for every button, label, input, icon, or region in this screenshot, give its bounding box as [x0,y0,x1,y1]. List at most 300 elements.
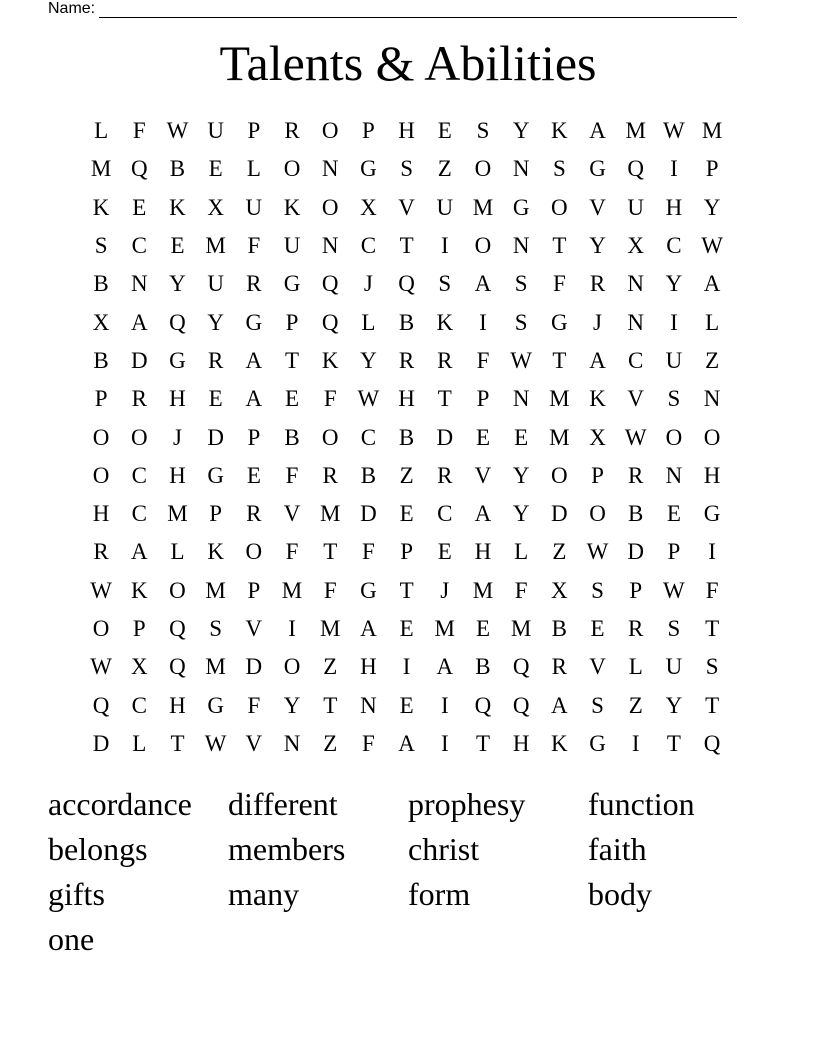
grid-letter: M [205,654,226,680]
grid-letter: O [245,539,263,565]
grid-letter: K [321,347,339,373]
grid-letter: A [474,271,492,297]
grid-letter: Q [512,654,530,680]
grid-letter: Q [169,309,186,335]
word-list-item: accordance [48,786,192,822]
grid-letter: V [589,654,606,680]
grid-letter: T [323,692,338,718]
word-list-item: faith [588,831,647,867]
grid-letter: X [360,194,377,220]
grid-letter: K [551,118,568,144]
grid-letter: A [398,730,415,756]
grid-letter: R [246,501,262,527]
grid-letter: N [321,156,339,182]
grid-letter: H [512,730,530,756]
grid-letter: M [510,616,532,641]
grid-letter: C [628,347,644,373]
grid-letter: V [589,194,606,220]
grid-letter: S [476,118,490,144]
grid-letter: D [92,730,110,756]
grid-letter: F [514,577,528,603]
grid-letter: Q [627,156,645,182]
grid-letter: E [246,462,261,488]
grid-letter: E [132,194,147,220]
grid-letter: N [665,462,683,488]
word-list-item: many [228,876,300,912]
grid-letter: N [360,692,377,718]
grid-letter: U [665,347,683,373]
grid-letter: C [360,424,377,450]
grid-letter: S [591,692,604,718]
grid-letter: K [283,194,301,220]
grid-letter: O [589,501,606,527]
grid-letter: U [245,194,263,220]
page-title: Talents & Abilities [219,35,597,91]
grid-letter: P [94,386,108,412]
grid-letter: F [362,539,375,565]
grid-letter: W [90,577,112,603]
grid-letter: R [589,271,606,297]
grid-letter: Y [169,271,186,297]
grid-letter: Y [207,309,224,335]
grid-row [82,265,731,303]
grid-letter: X [92,309,110,335]
grid-letter: O [92,462,110,488]
grid-row [82,342,731,380]
grid-row [82,380,731,418]
grid-letter: Q [474,692,492,718]
grid-letter: X [551,577,568,603]
grid-letter: W [586,539,609,565]
grid-letter: R [551,654,568,680]
grid-letter: B [169,156,186,182]
grid-row [82,572,731,610]
grid-letter: J [440,577,450,603]
grid-row [82,189,731,227]
grid-letter: H [398,118,415,144]
grid-letter: A [130,309,148,335]
grid-letter: W [510,347,533,373]
grid-letter: E [208,156,223,182]
grid-letter: R [437,462,453,488]
grid-letter: F [132,118,146,144]
grid-letter: J [363,271,373,297]
word-list-item: form [408,876,471,912]
grid-letter: S [705,654,719,680]
grid-letter: B [284,424,300,450]
grid-letter: H [169,462,186,488]
grid-letter: S [209,616,223,641]
grid-letter: C [437,501,453,527]
word-list-item: function [588,786,695,822]
grid-letter: U [283,233,301,259]
grid-letter: D [436,424,454,450]
grid-letter: M [319,616,341,641]
grid-letter: W [663,577,685,603]
grid-letter: W [357,386,380,412]
grid-letter: A [589,118,606,144]
grid-letter: X [589,424,606,450]
grid-letter: N [627,271,645,297]
word-list [48,782,768,962]
grid-letter: O [321,424,339,450]
word-list-item: gifts [48,876,105,912]
grid-letter: A [245,347,263,373]
grid-letter: F [323,386,337,412]
grid-letter: X [130,654,148,680]
grid-letter: G [512,194,530,220]
grid-letter: X [627,233,645,259]
word-list-item: members [228,831,346,867]
grid-letter: P [247,118,261,144]
grid-letter: X [207,194,224,220]
grid-letter: I [440,692,449,718]
grid-letter: D [245,654,263,680]
grid-letter: E [514,424,529,450]
grid-letter: T [399,233,414,259]
grid-letter: D [551,501,568,527]
grid-letter: R [628,616,644,641]
grid-letter: C [131,462,147,488]
grid-letter: N [512,233,530,259]
grid-letter: E [170,233,185,259]
grid-letter: P [476,386,490,412]
grid-letter: O [283,654,301,680]
grid-letter: I [440,233,449,259]
grid-letter: P [400,539,413,565]
grid-letter: R [246,271,262,297]
grid-letter: R [322,462,338,488]
grid-letter: Y [283,692,301,718]
grid-letter: K [436,309,454,335]
grid-letter: H [703,462,721,488]
grid-letter: O [551,194,568,220]
grid-letter: I [708,539,716,565]
grid-letter: K [169,194,186,220]
grid-letter: P [132,616,146,641]
grid-letter: N [512,386,530,412]
grid-letter: Q [321,271,339,297]
grid-letter: R [207,347,224,373]
name-underline [99,3,737,18]
grid-letter: Z [399,462,414,488]
grid-letter: N [512,156,530,182]
grid-letter: B [551,616,568,641]
grid-letter: G [360,156,377,182]
grid-letter: Z [705,347,720,373]
word-list-item: belongs [48,831,148,867]
grid-letter: T [285,347,300,373]
grid-letter: O [474,233,492,259]
grid-letter: H [474,539,492,565]
grid-letter: R [284,118,300,144]
grid-letter: M [319,501,341,527]
grid-letter: F [285,539,299,565]
grid-letter: Q [512,692,530,718]
grid-letter: Y [512,462,530,488]
grid-letter: W [663,118,685,144]
grid-row [82,303,731,341]
grid-letter: Q [169,654,186,680]
grid-letter: V [474,462,492,488]
grid-letter: T [475,730,490,756]
grid-letter: B [398,309,415,335]
grid-letter: T [437,386,452,412]
word-list-item: different [228,786,338,822]
grid-letter: Z [323,730,338,756]
grid-letter: P [247,424,261,450]
grid-letter: O [283,156,301,182]
grid-letter: B [398,424,415,450]
grid-letter: G [207,462,224,488]
grid-letter: H [92,501,110,527]
grid-letter: S [400,156,413,182]
grid-letter: A [360,616,377,641]
name-label: Name: [48,0,96,17]
grid-letter: B [628,501,644,527]
letter-grid [82,112,731,763]
grid-letter: U [207,271,224,297]
grid-letter: W [166,118,189,144]
grid-letter: O [665,424,683,450]
grid-letter: A [130,539,148,565]
grid-letter: L [628,654,643,680]
grid-letter: S [438,271,452,297]
grid-row [82,150,731,188]
grid-letter: E [475,616,490,641]
grid-letter: G [283,271,301,297]
grid-letter: O [551,462,568,488]
grid-letter: V [627,386,645,412]
grid-letter: Y [512,118,530,144]
grid-letter: G [360,577,377,603]
grid-letter: L [94,118,109,144]
grid-letter: M [167,501,188,527]
grid-letter: N [283,730,301,756]
grid-letter: G [589,156,606,182]
grid-letter: E [590,616,605,641]
grid-letter: O [321,118,339,144]
grid-letter: B [93,347,109,373]
grid-letter: E [399,616,414,641]
grid-row [82,227,731,265]
grid-letter: A [703,271,721,297]
grid-row [82,648,731,686]
grid-letter: V [245,730,263,756]
grid-letter: W [701,233,723,259]
grid-letter: K [92,194,110,220]
grid-letter: H [169,386,186,412]
grid-letter: L [170,539,185,565]
grid-letter: P [247,577,261,603]
grid-letter: G [703,501,721,527]
grid-letter: P [705,156,719,182]
grid-letter: E [399,501,414,527]
grid-row [82,610,731,648]
grid-letter: P [629,577,643,603]
grid-letter: K [207,539,224,565]
grid-letter: V [245,616,263,641]
grid-letter: A [474,501,492,527]
grid-letter: A [436,654,454,680]
grid-letter: O [703,424,721,450]
grid-letter: Q [130,156,148,182]
grid-letter: B [93,271,109,297]
grid-letter: R [437,347,453,373]
grid-letter: M [205,233,226,259]
grid-row [82,112,731,150]
grid-letter: M [472,194,494,220]
grid-letter: M [625,118,646,144]
grid-letter: Q [169,616,186,641]
grid-letter: I [402,654,411,680]
grid-letter: M [90,156,112,182]
word-list-item: christ [408,831,480,867]
grid-letter: T [705,692,720,718]
grid-letter: C [131,501,147,527]
grid-letter: V [398,194,415,220]
grid-letter: J [172,424,182,450]
grid-letter: B [360,462,377,488]
grid-letter: D [207,424,224,450]
grid-letter: H [360,654,377,680]
grid-letter: G [551,309,568,335]
grid-letter: K [551,730,568,756]
grid-letter: T [323,539,338,565]
grid-row [82,533,731,571]
grid-letter: N [703,386,721,412]
grid-letter: S [514,309,528,335]
grid-letter: Q [321,309,339,335]
grid-letter: U [665,654,683,680]
grid-letter: D [130,347,148,373]
grid-letter: J [593,309,602,335]
grid-letter: F [705,577,719,603]
grid-letter: F [476,347,490,373]
grid-letter: P [667,539,681,565]
grid-letter: O [474,156,492,182]
grid-letter: M [701,118,723,144]
grid-letter: T [705,616,720,641]
grid-letter: Y [703,194,721,220]
grid-letter: Y [512,501,530,527]
grid-letter: B [475,654,491,680]
grid-letter: W [624,424,647,450]
grid-letter: K [130,577,148,603]
grid-letter: C [666,233,682,259]
grid-letter: Q [398,271,415,297]
word-list-item: prophesy [408,786,526,822]
grid-letter: E [666,501,681,527]
grid-letter: U [207,118,224,144]
grid-letter: I [631,730,640,756]
grid-letter: L [246,156,261,182]
grid-letter: Y [589,233,606,259]
grid-letter: Q [92,692,110,718]
grid-letter: F [285,462,299,488]
grid-letter: Y [665,692,683,718]
grid-letter: K [589,386,606,412]
grid-letter: I [440,730,449,756]
grid-letter: T [552,347,567,373]
grid-letter: L [705,309,720,335]
grid-letter: G [245,309,263,335]
word-list-item: one [48,921,95,957]
grid-letter: V [283,501,301,527]
grid-letter: Z [552,539,567,565]
grid-letter: A [551,692,568,718]
grid-letter: C [131,692,147,718]
grid-letter: M [549,386,570,412]
grid-letter: Z [628,692,643,718]
grid-letter: S [514,271,528,297]
grid-letter: A [245,386,263,412]
grid-letter: E [285,386,300,412]
grid-letter: Y [665,271,683,297]
grid-letter: N [130,271,148,297]
grid-letter: I [670,309,678,335]
grid-letter: G [589,730,606,756]
grid-letter: E [208,386,223,412]
grid-letter: Z [437,156,452,182]
grid-letter: P [591,462,604,488]
name-field [48,0,737,18]
grid-letter: F [552,271,566,297]
grid-row [82,725,731,763]
grid-letter: P [285,309,299,335]
grid-letter: S [667,386,681,412]
grid-letter: M [472,577,494,603]
grid-letter: T [170,730,185,756]
grid-letter: S [552,156,566,182]
grid-letter: R [398,347,415,373]
grid-letter: L [132,730,147,756]
grid-letter: W [204,730,227,756]
grid-letter: G [207,692,224,718]
grid-letter: R [628,462,644,488]
grid-letter: M [281,577,303,603]
grid-letter: F [362,730,375,756]
grid-letter: N [321,233,339,259]
grid-row [82,686,731,724]
grid-letter: M [549,424,570,450]
grid-letter: Q [703,730,721,756]
grid-letter: O [92,616,110,641]
grid-row [82,457,731,495]
grid-letter: I [288,616,296,641]
grid-letter: U [627,194,645,220]
grid-letter: N [627,309,645,335]
grid-letter: I [670,156,678,182]
grid-row [82,418,731,456]
grid-letter: E [475,424,490,450]
grid-letter: E [437,118,452,144]
grid-letter: C [360,233,377,259]
grid-letter: F [323,577,337,603]
grid-letter: D [627,539,645,565]
grid-letter: A [589,347,606,373]
grid-letter: T [666,730,681,756]
grid-letter: L [514,539,529,565]
grid-row [82,495,731,533]
grid-letter: O [169,577,186,603]
grid-letter: L [361,309,376,335]
grid-letter: M [205,577,226,603]
grid-letter: S [667,616,681,641]
grid-letter: M [434,616,455,641]
grid-letter: H [665,194,683,220]
grid-letter: E [437,539,452,565]
